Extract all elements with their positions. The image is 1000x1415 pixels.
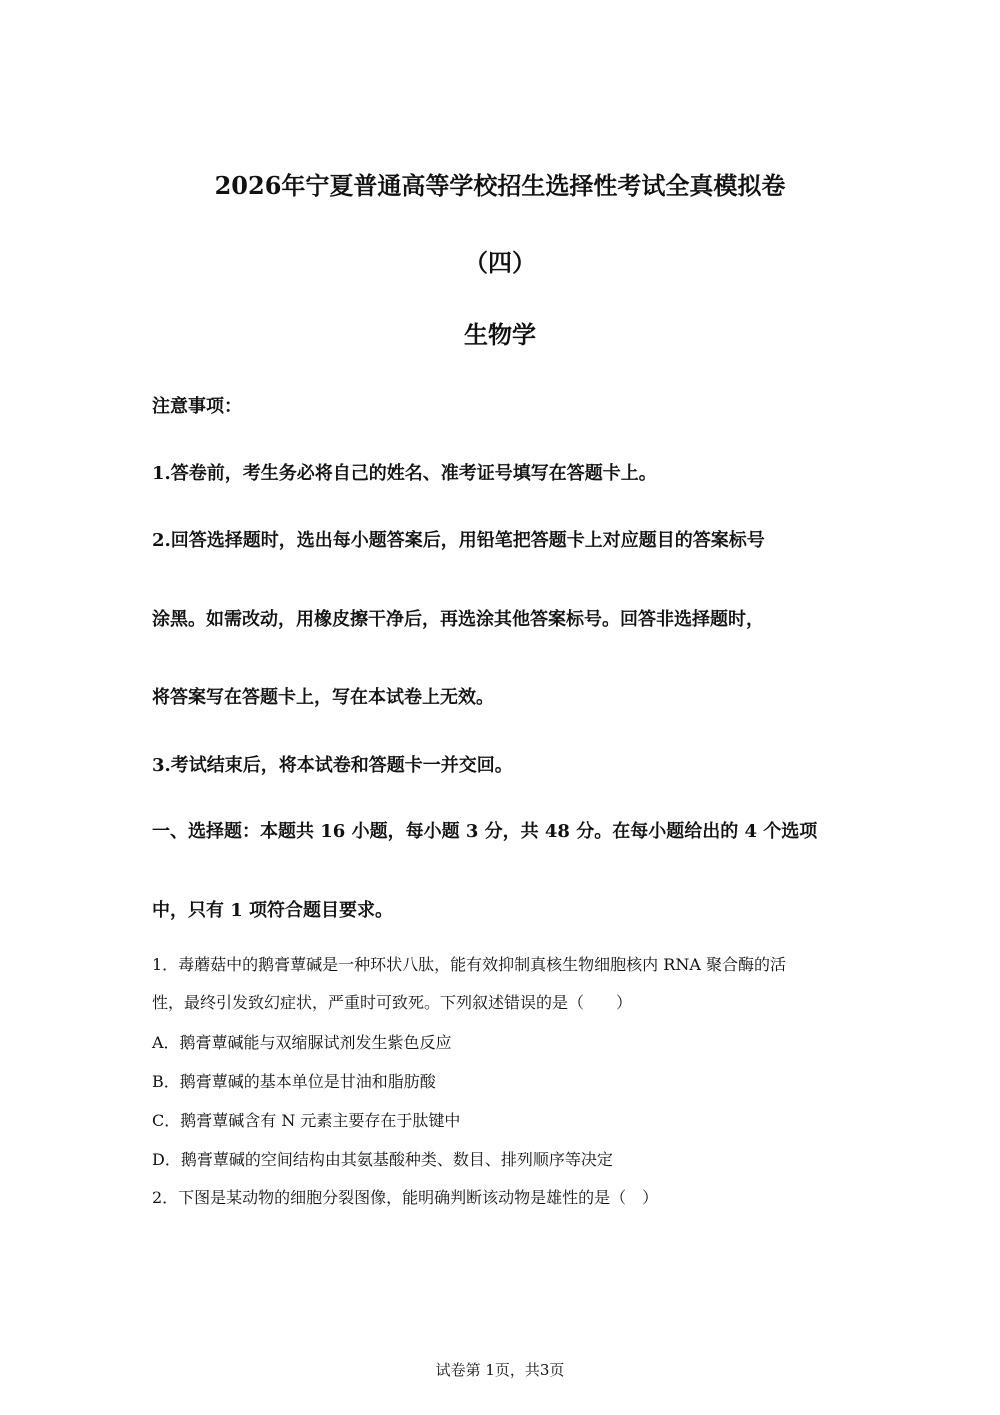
notice-item-2-line-1: 2.回答选择题时，选出每小题答案后，用铅笔把答题卡上对应题目的答案标号 <box>152 530 765 551</box>
notice-item-1: 1.答卷前，考生务必将自己的姓名、准考证号填写在答题卡上。 <box>152 463 657 484</box>
section-heading-line-1: 一、选择题：本题共 16 小题，每小题 3 分，共 48 分。在每小题给出的 4 个选项 <box>152 821 818 842</box>
subject-title: 生物学 <box>464 320 536 349</box>
notice-item-2-line-2: 涂黑。如需改动，用橡皮擦干净后，再选涂其他答案标号。回答非选择题时， <box>152 609 764 630</box>
question-1-option-c: C．鹅膏蕈碱含有 N 元素主要存在于肽键中 <box>152 1111 461 1130</box>
question-2-stem: 2．下图是某动物的细胞分裂图像，能明确判断该动物是雄性的是（ ） <box>152 1188 659 1207</box>
page-footer: 试卷第 1页，共3页 <box>435 1361 565 1379</box>
section-heading-line-2: 中，只有 1 项符合题目要求。 <box>152 900 394 921</box>
question-1-stem-line-2: 性，最终引发致幻症状，严重时可致死。下列叙述错误的是（ ） <box>152 993 633 1012</box>
exam-title-number: （四） <box>464 248 536 277</box>
question-1-option-d: D．鹅膏蕈碱的空间结构由其氨基酸种类、数目、排列顺序等决定 <box>152 1150 613 1169</box>
notice-item-3: 3.考试结束后，将本试卷和答题卡一并交回。 <box>152 755 513 776</box>
question-1-option-b: B．鹅膏蕈碱的基本单位是甘油和脂肪酸 <box>152 1072 436 1091</box>
question-1-option-a: A．鹅膏蕈碱能与双缩脲试剂发生紫色反应 <box>152 1033 452 1052</box>
question-1-stem-line-1: 1．毒蘑菇中的鹅膏蕈碱是一种环状八肽，能有效抑制真核生物细胞核内 RNA 聚合酶的活 <box>152 955 786 974</box>
exam-title: 2026年宁夏普通高等学校招生选择性考试全真模拟卷 <box>214 171 786 200</box>
notice-item-2-line-3: 将答案写在答题卡上，写在本试卷上无效。 <box>152 687 494 708</box>
notice-heading: 注意事项： <box>152 396 242 417</box>
